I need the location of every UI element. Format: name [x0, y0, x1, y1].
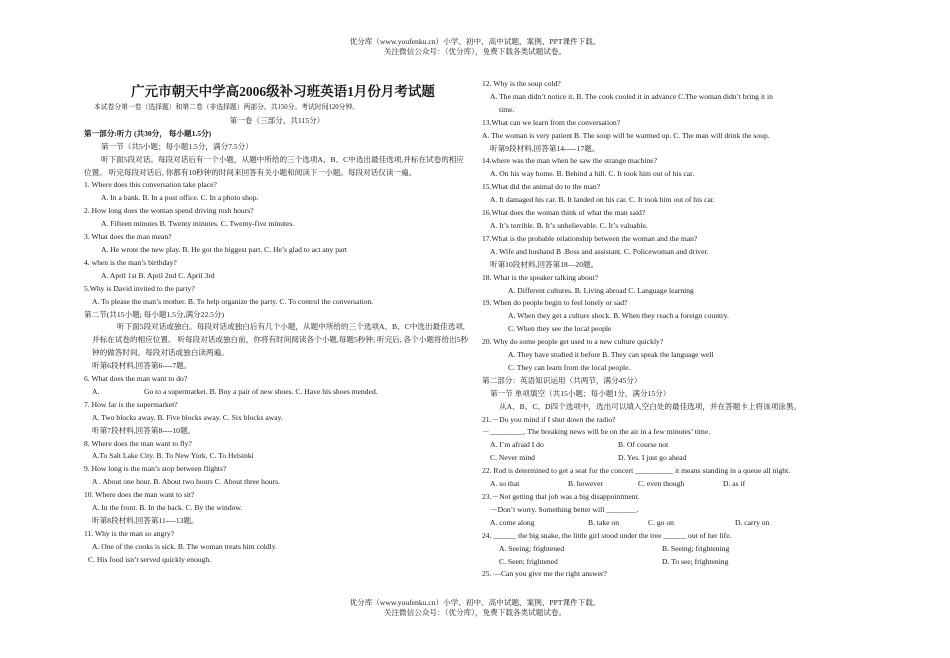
question-16: 16.What does the woman think of what the man said?	[482, 208, 646, 218]
question-17: 17.What is the probable relationship between the woman and the man?	[482, 233, 698, 243]
option-c: C. Seen; frightened	[499, 556, 558, 566]
option-c: C. go on	[648, 517, 674, 527]
question-23-line-2: －Don’t worry. Something better will ________.	[490, 504, 639, 514]
question-17-options: A. Wife and husband B .Boss and assistant. C. Policewoman and driver.	[490, 246, 709, 256]
option-d: D. carry on	[735, 517, 770, 527]
option-d: D. To see; frightening	[662, 556, 729, 566]
question-15-options: A. It damaged his car. B. It landed on his car. C. It took him out of his car.	[490, 195, 715, 205]
question-24: 24. ______ the big snake, the little girl stood under the tree ______ out of her life.	[482, 530, 732, 540]
passage-7-note: 听第7段材料,回答第8----10题。	[92, 425, 196, 435]
passage-10-note: 听第10段材料,回答第18—20题。	[490, 259, 599, 269]
question-20-options-2: C. They can learn from the local people.	[508, 362, 631, 372]
question-16-options: A. It’s terrible. B. It’s unbelievable. C. It’s valuable.	[490, 220, 648, 230]
question-8: 8. Where does the man want to fly?	[84, 438, 192, 448]
question-21-line-2: －_________. The breaking news will be on the air in a few minutes’ time.	[482, 427, 711, 437]
section-2-instructions: 听下面5段对话或独白。每段对话或独白后有几个小题，从题中所给的三个选项A、B、C中选出最佳选项,并标在试卷的相应位置。 听每段对话或独白前，你将有时间阅读各个小题,每题5秒钟; 听完后, 各个小题将给出5秒钟的做答时间。每段对话或独白读两遍。	[92, 322, 469, 358]
question-4-options: A. April 1st B. April 2nd C. April 3rd	[101, 270, 215, 280]
option-b: B. take on	[588, 517, 620, 527]
option-a: A. come along	[490, 517, 535, 527]
footer-line-2: 关注微信公众号：（优分库），免费下载各类试题试卷。	[383, 608, 567, 617]
option-b: B. Seeing; frightening	[662, 543, 730, 553]
question-18-options: A. Different cultures. B. Living abroad C. Language learning	[508, 285, 694, 295]
exam-intro: 本试卷分第一卷（选择题）和第二卷（非选择题）两部分。共150分。考试时间120分钟。	[94, 104, 360, 111]
passage-6-note: 听第6段材料,回答第6----7题。	[92, 361, 192, 371]
question-19-options-1: A. When they get a culture shock. B. When they reach a foreign country.	[508, 311, 729, 321]
section-1-heading: 第一节（共5小题；每小题1.5分，满分7.5分）	[101, 141, 253, 151]
option-b: B. however	[568, 479, 604, 489]
passage-9-note: 听第9段材料,回答第14-----17题。	[490, 143, 600, 153]
question-12-options-cont: time.	[499, 104, 515, 114]
section-2-heading: 第二节(共15小题; 每小题1.5分,满分22.5分)	[84, 309, 225, 319]
question-22-options	[482, 478, 866, 491]
question-7: 7. How far is the supermarket?	[84, 399, 178, 409]
option-d: D. Yes. I just go ahead	[618, 453, 687, 463]
option-c: C. even though	[638, 479, 685, 489]
question-10: 10. Where does the man want to sit?	[84, 490, 195, 500]
option-b: B. Of course not	[618, 440, 669, 450]
question-21-options-ab	[482, 439, 866, 452]
left-column	[84, 82, 470, 567]
question-1: 1. Where does this conversation take place?	[84, 180, 217, 190]
question-2: 2. How long does the woman spend driving rush hours?	[84, 206, 254, 216]
question-5-options: A. To please the man’s mother. B. To help organize the party. C. To control the conversation.	[92, 296, 374, 306]
question-6: 6. What does the man want to do?	[84, 374, 188, 384]
passage-8-note: 听第8段材料,回答第11----13题。	[92, 516, 199, 525]
question-19-options-2: C. When they see the local people	[508, 324, 612, 334]
question-12: 12. Why is the soup cold?	[482, 79, 561, 88]
question-11: 11. Why is the man so angry?	[84, 528, 175, 538]
option-a: A. Seeing; frightened	[499, 543, 565, 553]
option-c: C. Never mind	[490, 453, 535, 463]
part-1-heading: 第一部分:听力 (共30分， 每小题1.5分)	[84, 128, 212, 138]
question-20: 20. Why do some people get used to a new culture quickly?	[482, 337, 664, 347]
question-14: 14.where was the man when he saw the strange machine?	[482, 156, 658, 166]
page-header	[0, 37, 950, 57]
question-24-options-ab	[482, 543, 866, 556]
question-7-options: A. Two blocks away. B. Five blocks away. C. Six blocks away.	[92, 412, 283, 422]
part-2-instructions: 从A、B、C、D四个选项中，选出可以填入空白处的最佳选项，并在答题卡上将该项涂黑。	[499, 401, 802, 411]
footer-line-1: 优分库（www.youfenku.cn）小学、初中、高中试题、案例、PPT课件下载。	[349, 598, 601, 607]
option-a: A. so that	[490, 479, 520, 489]
page-footer	[0, 598, 950, 618]
question-23: 23.－Not getting that job was a big disappointment.	[482, 492, 640, 501]
question-11-options-2: C. His food isn’t served quickly enough.	[88, 554, 212, 564]
question-4: 4. when is the man’s birthday?	[84, 257, 177, 267]
question-6-option-a-label: A.	[92, 386, 100, 396]
question-21-options-cd	[482, 452, 866, 465]
question-14-options: A. On his way home. B. Behind a hill. C. It took him out of his car.	[490, 169, 695, 179]
question-24-options-cd	[482, 556, 866, 569]
question-3: 3. What does the man mean?	[84, 232, 172, 242]
question-1-options: A. In a bank. B. In a post office. C. In a photo shop.	[101, 193, 259, 203]
question-6-option-text: Go to a supermarket. B. Buy a pair of new shoes. C. Have his shoes mended.	[144, 386, 378, 396]
question-9: 9. How long is the man’s stop between flights?	[84, 464, 227, 474]
question-13-options: A. The woman is very patient B. The soup will be warmed up. C. The man will drink the soup.	[482, 130, 770, 140]
question-8-options: A.To Salt Lake City. B. To New York. C. To Helsinki	[92, 451, 254, 461]
question-9-options: A . About one hour. B. About two hours C. About three hours.	[92, 477, 280, 487]
volume-1-heading: 第一卷（三部分，共115分）	[229, 115, 325, 125]
right-column	[482, 78, 866, 581]
section-1-instructions: 听下面5段对话。每段对话后有一个小题，从题中所给的三个选项A、B、C中选出最佳选项,并标在试卷的相应位置。 听完每段对话后, 你都有10秒钟的时间来回答有关小题和阅读下一小题。每段对话仅读一遍。	[84, 154, 465, 177]
question-11-options-1: A. One of the cooks is sick. B. The woman treats him coldly.	[92, 541, 277, 551]
question-19: 19. When do people begin to feel lonely or sad?	[482, 298, 628, 308]
question-18: 18. What is the speaker talking about?	[482, 272, 599, 282]
question-5: 5.Why is David invited to the party?	[84, 283, 195, 293]
question-20-options-1: A. They have studied it before B. They can speak the language well	[508, 350, 714, 360]
question-15: 15.What did the animal do to the man?	[482, 182, 601, 192]
question-21: 21.－Do you mind if I shut down the radio?	[482, 414, 616, 424]
question-25: 25. —Can you give me the right answer?	[482, 569, 607, 579]
part-2-heading: 第二部分：英语知识运用（共两节，满分45分）	[482, 375, 642, 385]
question-22: 22. Rod is determined to get a seat for the concert __________ it means standing in a queue all night.	[482, 466, 791, 476]
question-2-options: A. Fifteen minutes B. Twenty minutes. C. Twenty-five minutes.	[101, 219, 295, 229]
question-13: 13.What can we learn from the conversation?	[482, 117, 621, 127]
question-10-options: A. In the front. B. In the back. C. By the window.	[92, 503, 243, 513]
header-line-2: 关注微信公众号：（优分库），免费下载各类试题试卷。	[383, 47, 567, 56]
exam-title: 广元市朝天中学高2006级补习班英语1月份月考试题	[131, 84, 435, 99]
question-12-options: A. The man didn’t notice it. B. The cook cooled it in advance C.The woman didn’t bring it in	[490, 91, 773, 101]
option-d: D. as if	[723, 479, 746, 489]
part-2-section-1-heading: 第一节 单项填空（共15小题；每小题1分，满分15分）	[490, 388, 671, 398]
option-a: A. I’m afraid I do	[490, 440, 544, 450]
header-line-1: 优分库（www.youfenku.cn）小学、初中、高中试题、案例、PPT课件下载。	[349, 37, 601, 46]
question-3-options: A. He wrote the new play. B. He got the biggest part. C. He’s glad to act any part	[101, 244, 348, 254]
question-23-options	[482, 517, 866, 530]
question-6-options	[84, 386, 470, 399]
